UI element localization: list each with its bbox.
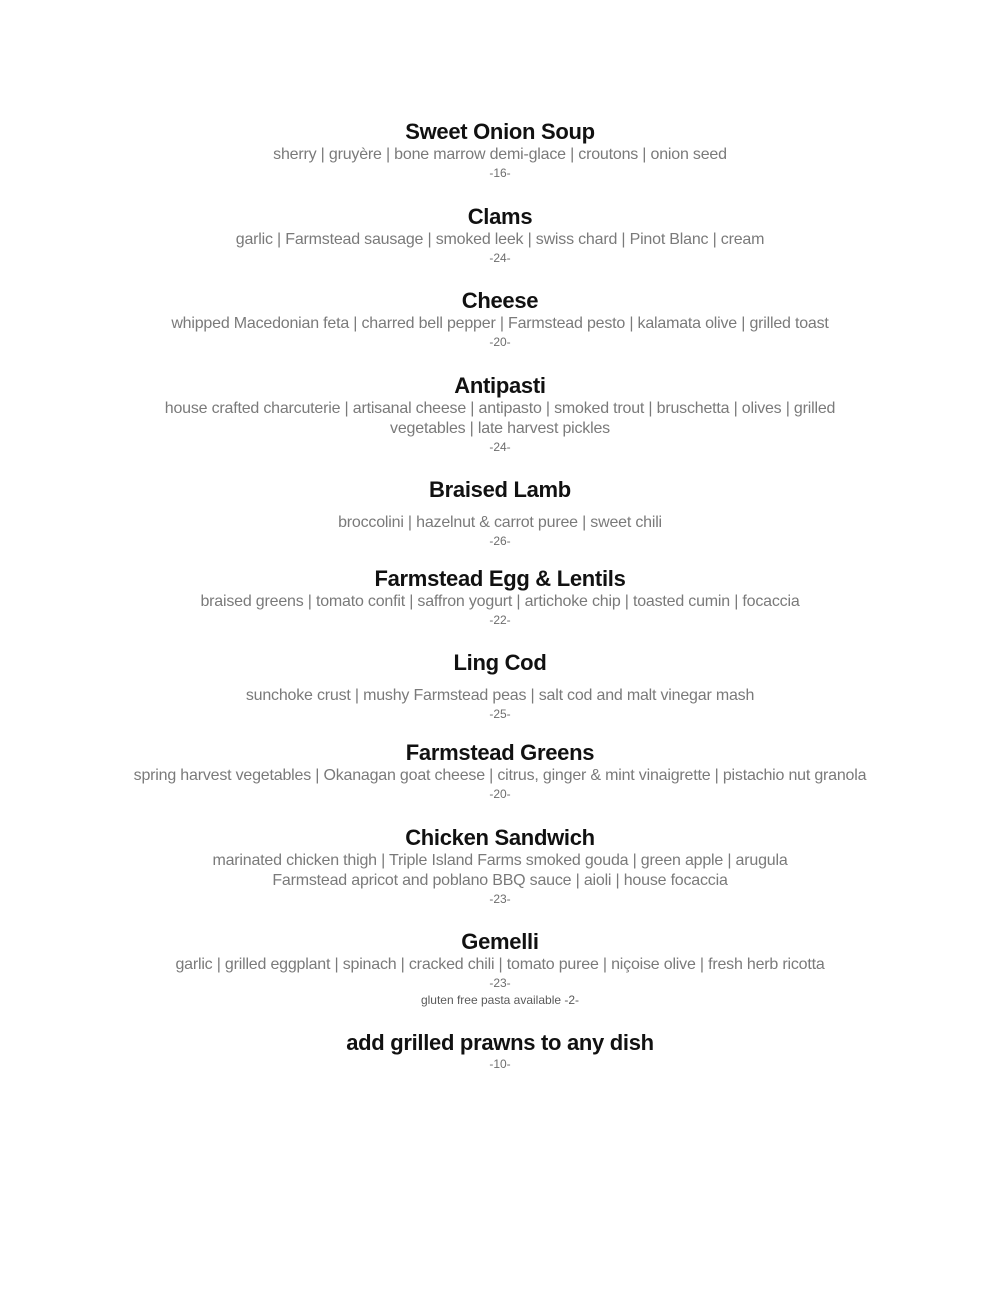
item-price: -23- [489,976,511,990]
item-description-line: marinated chicken thigh | Triple Island Farms smoked gouda | green apple | arugula [212,852,788,869]
item-description [0,145,1000,165]
addon-item [0,1030,1000,1072]
item-description-line: broccolini | hazelnut & carrot puree | sweet chili [338,514,662,531]
item-price: -25- [489,707,511,721]
item-description [0,399,1000,439]
item-name: Chicken Sandwich [405,825,595,850]
item-description-line: garlic | grilled eggplant | spinach | cracked chili | tomato puree | niçoise olive | fresh herb ricotta [175,956,825,973]
menu-item [0,740,1000,802]
menu-item [0,825,1000,907]
item-description-line: house crafted charcuterie | artisanal cheese | antipasto | smoked trout | bruschetta | olives | grilled [164,400,836,417]
item-price: -24- [489,440,511,454]
item-description [0,230,1000,250]
item-name: Cheese [461,288,539,313]
item-name: Clams [467,204,533,229]
item-description [0,851,1000,891]
item-description [0,592,1000,612]
item-description [0,766,1000,786]
menu-item [0,373,1000,455]
item-description-line: sherry | gruyère | bone marrow demi-glace | croutons | onion seed [273,146,727,163]
item-name: Farmstead Egg & Lentils [374,566,626,591]
item-name: Antipasti [454,373,546,398]
item-name: Ling Cod [453,650,547,675]
addon-price: -10- [489,1057,511,1071]
item-price: -16- [489,166,511,180]
item-price: -20- [489,335,511,349]
item-description [0,686,1000,706]
menu-item [0,119,1000,181]
item-description [0,314,1000,334]
item-description-line: Farmstead apricot and poblano BBQ sauce | aioli | house focaccia [272,872,728,889]
menu-item [0,204,1000,266]
item-description-line: vegetables | late harvest pickles [390,420,610,437]
item-name: Sweet Onion Soup [405,119,595,144]
item-description-line: garlic | Farmstead sausage | smoked leek | swiss chard | Pinot Blanc | cream [235,231,765,248]
menu-item [0,929,1000,1009]
item-price: -24- [489,251,511,265]
item-price: -20- [489,787,511,801]
item-price: -22- [489,613,511,627]
item-name: Gemelli [461,929,539,954]
item-description [0,513,1000,533]
item-price: -26- [489,534,511,548]
menu-item [0,477,1000,549]
item-description-line: whipped Macedonian feta | charred bell pepper | Farmstead pesto | kalamata olive | grilled toast [171,315,829,332]
addon-name: add grilled prawns to any dish [346,1030,654,1055]
item-price: -23- [489,892,511,906]
item-name: Braised Lamb [429,477,571,502]
item-name: Farmstead Greens [405,740,595,765]
item-description [0,955,1000,975]
menu-item [0,566,1000,628]
item-description-line: sunchoke crust | mushy Farmstead peas | salt cod and malt vinegar mash [245,687,755,704]
item-description-line: spring harvest vegetables | Okanagan goat cheese | citrus, ginger & mint vinaigrette | pistachio nut granola [133,767,867,784]
item-description-line: braised greens | tomato confit | saffron yogurt | artichoke chip | toasted cumin | focaccia [200,593,800,610]
menu-item [0,650,1000,722]
item-note: gluten free pasta available -2- [420,993,580,1007]
menu-item [0,288,1000,350]
